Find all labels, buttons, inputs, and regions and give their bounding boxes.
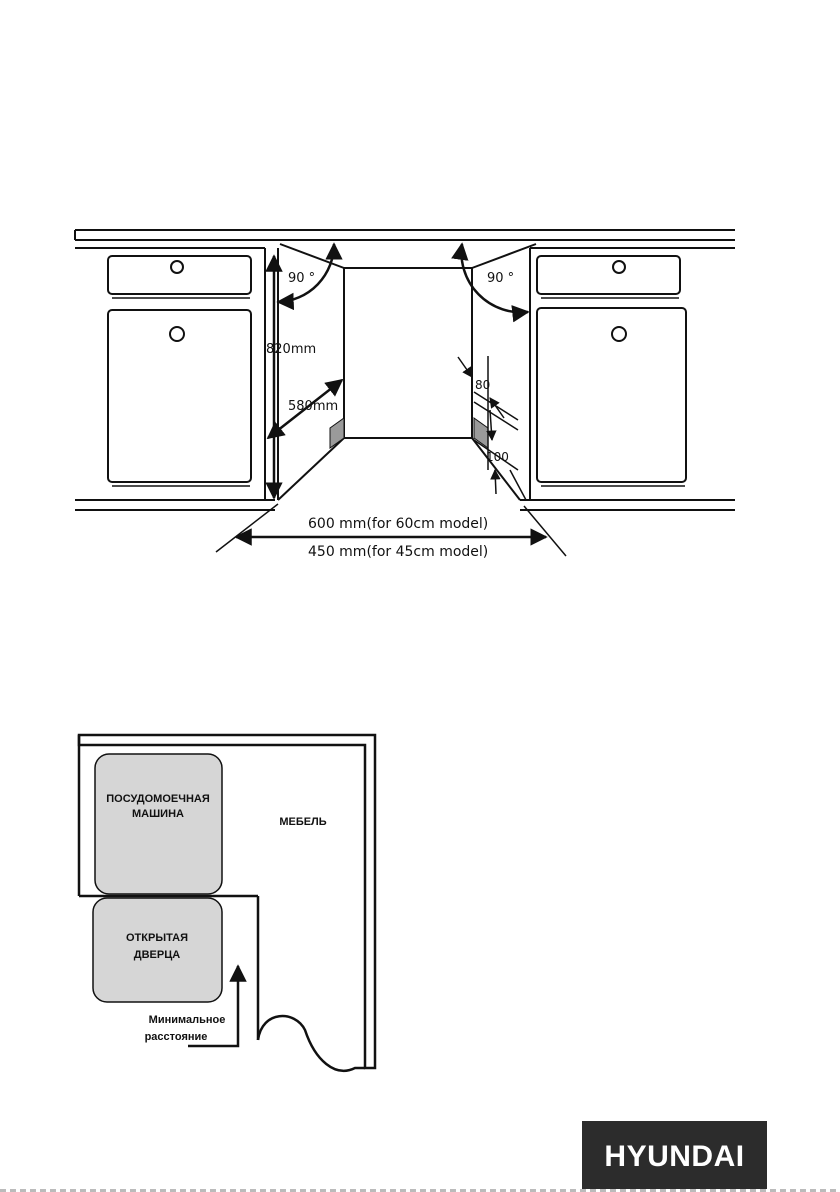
floor-line xyxy=(75,500,735,510)
left-cabinet xyxy=(108,248,265,500)
dishwasher-label-line2: МАШИНА xyxy=(132,808,184,820)
right-door-knob xyxy=(612,327,626,341)
furniture-label: МЕБЕЛЬ xyxy=(279,816,327,828)
left-back-panel xyxy=(330,418,344,448)
left-drawer-knob xyxy=(171,261,183,273)
open-door-label-line1: ОТКРЫТАЯ xyxy=(126,932,188,944)
furniture-cutaway xyxy=(258,1016,365,1071)
dishwasher-label-line1: ПОСУДОМОЕЧНАЯ xyxy=(106,793,210,805)
logo-text: HYUNDAI xyxy=(604,1139,745,1173)
width-60-label: 600 mm(for 60cm model) xyxy=(308,516,489,532)
dimension-arrows xyxy=(236,244,546,537)
right-drawer-knob xyxy=(613,261,625,273)
depth-label: 580mm xyxy=(288,399,339,414)
countertop xyxy=(75,230,735,248)
gap-top-label: 80 xyxy=(475,378,491,392)
width-45-label: 450 mm(for 45cm model) xyxy=(308,544,489,560)
open-door-label-line2: ДВЕРЦА xyxy=(133,949,181,961)
height-label: 820mm xyxy=(266,342,317,357)
dishwasher-box xyxy=(95,754,222,894)
min-distance-label-line1: Минимальное xyxy=(148,1014,226,1026)
right-cabinet xyxy=(530,248,686,500)
installation-diagram xyxy=(75,230,735,510)
left-angle-label: 90 ° xyxy=(288,271,316,286)
left-door-knob xyxy=(170,327,184,341)
min-distance-label-line2: расстояние xyxy=(144,1031,208,1043)
right-angle-label: 90 ° xyxy=(487,271,515,286)
hyundai-logo xyxy=(582,1121,767,1192)
gap-bottom-label: 100 xyxy=(486,450,509,464)
